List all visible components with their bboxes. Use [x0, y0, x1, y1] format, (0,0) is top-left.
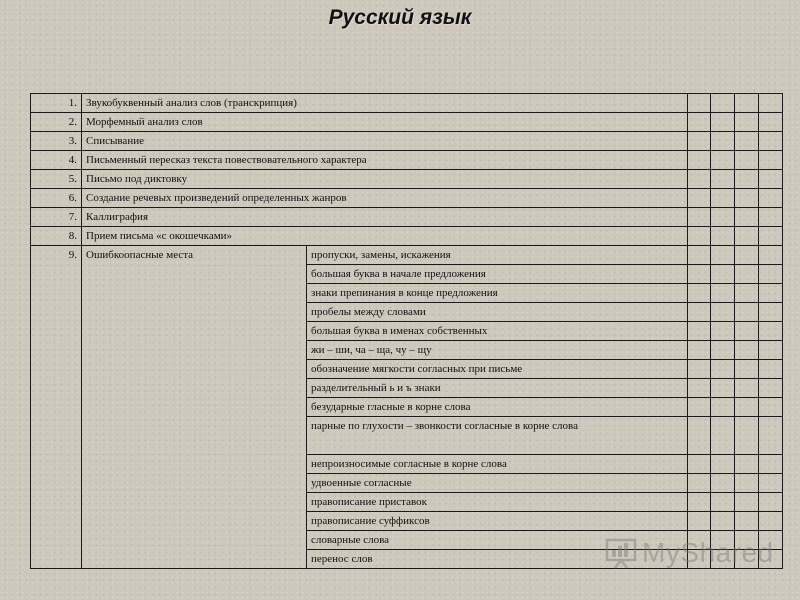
mark-cell	[711, 151, 735, 170]
row-label: Каллиграфия	[82, 208, 688, 227]
subitem-label: правописание приставок	[307, 493, 688, 512]
mark-cell	[759, 455, 783, 474]
mark-cell	[735, 512, 759, 531]
row-number: 3.	[31, 132, 82, 151]
mark-cell	[688, 170, 711, 189]
row-label: Ошибкоопасные места	[82, 246, 307, 569]
table-row	[31, 189, 783, 208]
subitem-label: обозначение мягкости согласных при письме	[307, 360, 688, 379]
row-label: Морфемный анализ слов	[82, 113, 688, 132]
mark-cell	[711, 265, 735, 284]
mark-cell	[735, 303, 759, 322]
mark-cell	[759, 360, 783, 379]
mark-cell	[711, 512, 735, 531]
mark-cell	[688, 493, 711, 512]
mark-cell	[759, 132, 783, 151]
mark-cell	[759, 170, 783, 189]
row-label: Прием письма «с окошечками»	[82, 227, 688, 246]
mark-cell	[711, 94, 735, 113]
mark-cell	[735, 132, 759, 151]
mark-cell	[759, 512, 783, 531]
table-row	[31, 170, 783, 189]
mark-cell	[711, 132, 735, 151]
mark-cell	[688, 322, 711, 341]
mark-cell	[735, 246, 759, 265]
mark-cell	[735, 227, 759, 246]
subitem-label: знаки препинания в конце предложения	[307, 284, 688, 303]
mark-cell	[711, 170, 735, 189]
mark-cell	[711, 455, 735, 474]
subitem-label: разделительный ь и ъ знаки	[307, 379, 688, 398]
mark-cell	[711, 227, 735, 246]
mark-cell	[759, 398, 783, 417]
assessment-table	[30, 93, 783, 569]
mark-cell	[688, 189, 711, 208]
mark-cell	[735, 113, 759, 132]
mark-cell	[711, 398, 735, 417]
mark-cell	[759, 379, 783, 398]
mark-cell	[759, 151, 783, 170]
mark-cell	[735, 417, 759, 455]
subitem-label: перенос слов	[307, 550, 688, 569]
mark-cell	[759, 189, 783, 208]
mark-cell	[711, 322, 735, 341]
row-number: 9.	[31, 246, 82, 569]
mark-cell	[711, 208, 735, 227]
mark-cell	[735, 474, 759, 493]
mark-cell	[688, 132, 711, 151]
mark-cell	[688, 113, 711, 132]
mark-cell	[711, 417, 735, 455]
row-number: 1.	[31, 94, 82, 113]
mark-cell	[759, 417, 783, 455]
mark-cell	[759, 227, 783, 246]
mark-cell	[735, 151, 759, 170]
mark-cell	[711, 113, 735, 132]
row-number: 6.	[31, 189, 82, 208]
mark-cell	[759, 208, 783, 227]
mark-cell	[759, 113, 783, 132]
row-number: 7.	[31, 208, 82, 227]
subitem-label: парные по глухости – звонкости согласные в корне слова	[307, 417, 688, 455]
subitem-label: словарные слова	[307, 531, 688, 550]
mark-cell	[688, 398, 711, 417]
subitem-label: большая буква в именах собственных	[307, 322, 688, 341]
watermark-logo	[604, 537, 774, 569]
table-row	[31, 94, 783, 113]
mark-cell	[735, 94, 759, 113]
row-number: 5.	[31, 170, 82, 189]
mark-cell	[688, 94, 711, 113]
mark-cell	[735, 322, 759, 341]
mark-cell	[688, 265, 711, 284]
row-label: Письменный пересказ текста повествовательного характера	[82, 151, 688, 170]
table-row	[31, 132, 783, 151]
mark-cell	[711, 341, 735, 360]
subitem-label: непроизносимые согласные в корне слова	[307, 455, 688, 474]
mark-cell	[688, 151, 711, 170]
row-label: Списывание	[82, 132, 688, 151]
subitem-label: пропуски, замены, искажения	[307, 246, 688, 265]
row-label: Создание речевых произведений определенных жанров	[82, 189, 688, 208]
mark-cell	[735, 455, 759, 474]
mark-cell	[735, 341, 759, 360]
mark-cell	[735, 284, 759, 303]
mark-cell	[759, 322, 783, 341]
mark-cell	[735, 170, 759, 189]
mark-cell	[759, 246, 783, 265]
mark-cell	[711, 189, 735, 208]
mark-cell	[688, 208, 711, 227]
mark-cell	[759, 474, 783, 493]
mark-cell	[759, 341, 783, 360]
row-number: 4.	[31, 151, 82, 170]
mark-cell	[688, 512, 711, 531]
mark-cell	[688, 360, 711, 379]
mark-cell	[711, 474, 735, 493]
row-number: 8.	[31, 227, 82, 246]
mark-cell	[759, 94, 783, 113]
table-row	[31, 151, 783, 170]
mark-cell	[759, 284, 783, 303]
watermark-text: MyShared	[642, 537, 774, 568]
mark-cell	[711, 360, 735, 379]
table-row	[31, 113, 783, 132]
mark-cell	[711, 379, 735, 398]
mark-cell	[759, 303, 783, 322]
mark-cell	[711, 493, 735, 512]
mark-cell	[735, 379, 759, 398]
table-row	[31, 246, 783, 265]
page-title: Русский язык	[328, 6, 472, 29]
mark-cell	[688, 303, 711, 322]
row-number: 2.	[31, 113, 82, 132]
mark-cell	[735, 398, 759, 417]
subitem-label: безударные гласные в корне слова	[307, 398, 688, 417]
mark-cell	[688, 379, 711, 398]
mark-cell	[711, 303, 735, 322]
subitem-label: удвоенные согласные	[307, 474, 688, 493]
table-row	[31, 227, 783, 246]
row-label: Звукобуквенный анализ слов (транскрипция)	[82, 94, 688, 113]
row-label: Письмо под диктовку	[82, 170, 688, 189]
mark-cell	[688, 246, 711, 265]
mark-cell	[735, 189, 759, 208]
mark-cell	[711, 284, 735, 303]
subitem-label: жи – ши, ча – ща, чу – щу	[307, 341, 688, 360]
subitem-label: правописание суффиксов	[307, 512, 688, 531]
mark-cell	[735, 208, 759, 227]
table-row	[31, 208, 783, 227]
mark-cell	[688, 455, 711, 474]
mark-cell	[711, 246, 735, 265]
mark-cell	[759, 265, 783, 284]
mark-cell	[688, 417, 711, 455]
presentation-screen-icon	[604, 537, 638, 569]
mark-cell	[688, 341, 711, 360]
mark-cell	[688, 474, 711, 493]
mark-cell	[735, 493, 759, 512]
subitem-label: большая буква в начале предложения	[307, 265, 688, 284]
mark-cell	[759, 493, 783, 512]
mark-cell	[688, 227, 711, 246]
subitem-label: пробелы между словами	[307, 303, 688, 322]
mark-cell	[688, 284, 711, 303]
mark-cell	[735, 360, 759, 379]
mark-cell	[735, 265, 759, 284]
